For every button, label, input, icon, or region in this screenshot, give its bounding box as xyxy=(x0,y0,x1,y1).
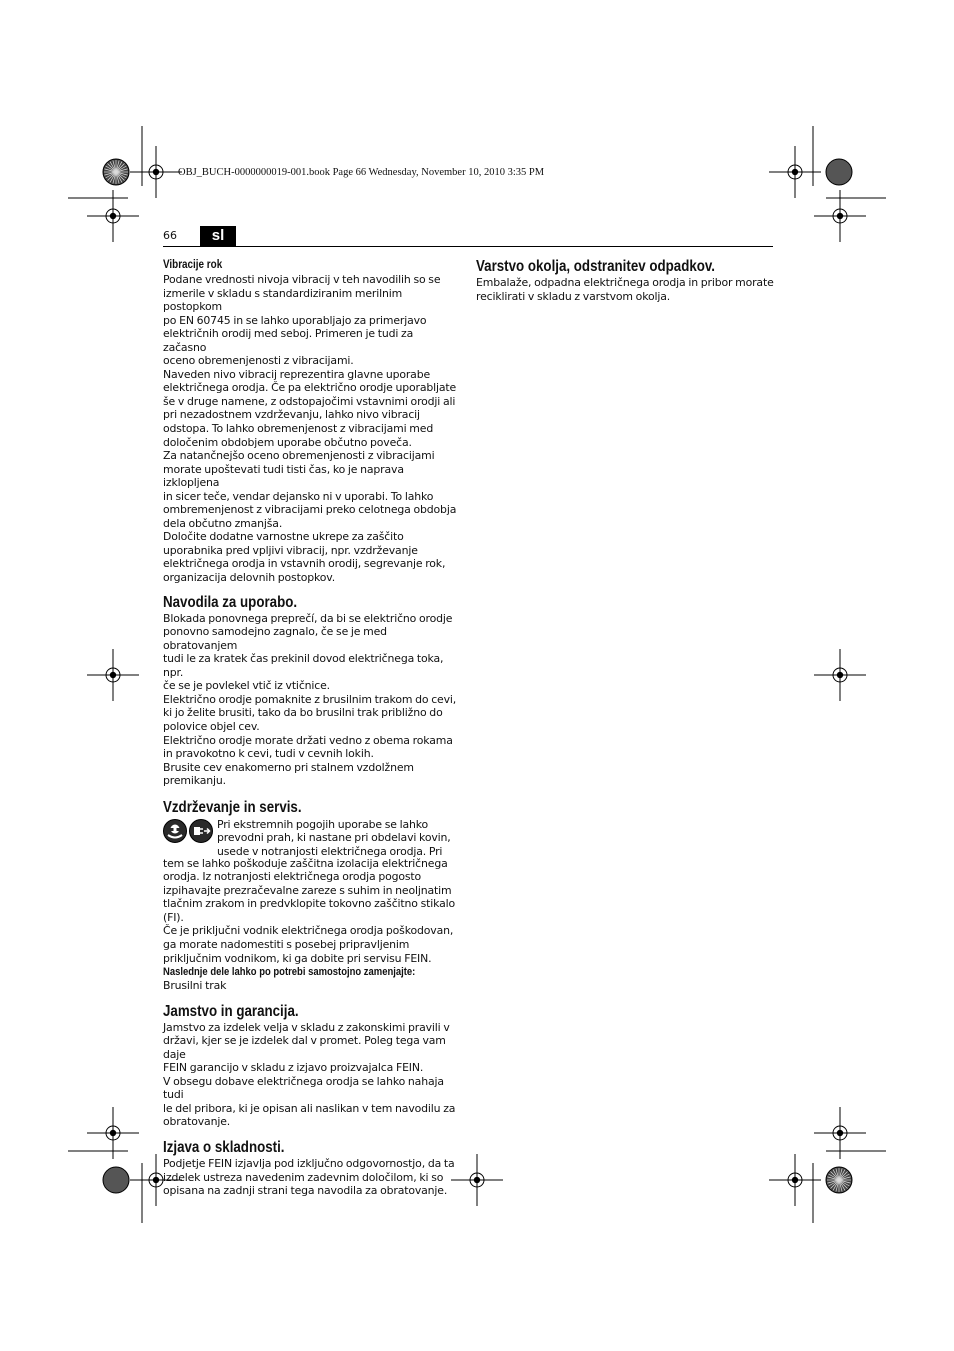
text-line: po EN 60745 in se lahko uporabljajo za primerjavo xyxy=(163,313,427,327)
text-line: določenim obdobjem uporabe občutno poveča. xyxy=(163,435,412,449)
text-line: pri nezadostnem vzdrževanju, lahko nivo vibracij xyxy=(163,408,420,422)
text-line: Pri ekstremnih pogojih uporabe se lahko xyxy=(217,817,429,831)
text-line: Embalaže, odpadna električnega orodja in pribor morate xyxy=(476,276,774,289)
section-conformity xyxy=(163,1139,459,1198)
section-title: Varstvo okolja, odstranitev odpadkov. xyxy=(476,258,716,275)
language-badge: sl xyxy=(200,226,236,246)
section-body xyxy=(163,1157,459,1198)
text-line: in pravokotno k cevi, tudi v cevnih lokih. xyxy=(163,747,374,761)
color-target-mark xyxy=(826,159,852,185)
text-line: Za natančnejšo oceno obremenjenosti z vibracijami xyxy=(163,449,435,463)
text-line: dela občutno zmanjša. xyxy=(163,516,283,530)
section-body xyxy=(163,1021,459,1129)
section-body xyxy=(476,276,776,303)
left-column xyxy=(163,258,459,1198)
text-line: električnega orodja. Če pa električno orodje uporabljate xyxy=(163,381,457,395)
text-line: Podjetje FEIN izjavlja pod izključno odgovornostjo, da ta xyxy=(163,1156,455,1170)
registration-mark xyxy=(153,1177,159,1183)
text-line: prevodni prah, ki nastane pri obdelavi kovin, xyxy=(217,831,451,845)
text-line: uporabnika pred vpljivi vibracij, npr. vzdrževanje xyxy=(163,543,418,557)
text-line: Električno orodje morate držati vedno z obema rokama xyxy=(163,733,453,747)
text-line: izmerile v skladu s standardiziranim merilnim postopkom xyxy=(163,286,403,314)
text-line: tem se lahko poškoduje zaščitna izolacija električnega xyxy=(163,856,448,870)
text-line: polovice objel cev. xyxy=(163,719,260,733)
text-line: priključnim vodnikom, ki ga dobite pri servisu FEIN. xyxy=(163,951,432,965)
right-column xyxy=(476,258,776,303)
unplug-icon xyxy=(189,819,213,843)
replaceable-parts-label: Naslednje dele lahko po potrebi samostojno zamenjajte: xyxy=(163,966,416,979)
text-line: Jamstvo za izdelek velja v skladu z zakonskimi pravili v xyxy=(163,1020,450,1034)
text-line: FEIN garancijo v skladu z izjavo proizvajalca FEIN. xyxy=(163,1061,424,1075)
registration-mark xyxy=(837,213,843,219)
text-line: ponovno samodejno zagnalo, če se je med obratovanjem xyxy=(163,625,387,652)
registration-mark xyxy=(110,1130,116,1136)
text-line: električnih orodij med seboj. Primeren je tudi za začasno xyxy=(163,327,414,354)
text-line: izdelek ustreza navedenim zadevnim določilom, ki so xyxy=(163,1170,444,1184)
text-line: tudi le za kratek čas prekinil dovod električnega toka, npr. xyxy=(163,652,444,679)
section-vibration xyxy=(163,258,459,585)
text-line: električnega orodja in vstavnih orodij, segrevanje rok, xyxy=(163,557,446,571)
section-environment xyxy=(476,258,776,303)
page-number: 66 xyxy=(163,229,177,242)
text-line: še v druge namene, z odstopajočimi vstavnimi orodji ali xyxy=(163,394,456,408)
text-line: Blokada ponovnega preprečí, da bi se električno orodje xyxy=(163,611,453,625)
color-target-mark xyxy=(103,1167,129,1193)
registration-mark xyxy=(110,672,116,678)
text-line: usede v notranjosti električnega orodja. Pri xyxy=(217,844,443,858)
text-line: opisana na zadnji strani tega navodila za obratovanje. xyxy=(163,1184,448,1198)
section-warranty xyxy=(163,1003,459,1129)
text-line: morate upoštevati tudi tisti čas, ko je naprava izklopljena xyxy=(163,462,404,490)
section-title: Vibracije rok xyxy=(163,259,223,271)
text-line: Podane vrednosti nivoja vibracij v teh navodilih so se xyxy=(163,273,441,286)
text-line: V obsegu dobave električnega orodja se lahko nahaja tudi xyxy=(163,1074,444,1102)
registration-mark xyxy=(837,672,843,678)
text-line: odstopa. To lahko obremenjenost z vibracijami med xyxy=(163,422,434,436)
text-line: obratovanje. xyxy=(163,1115,231,1129)
maintenance-intro xyxy=(217,818,467,859)
text-line: Določite dodatne varnostne ukrepe za zaščito xyxy=(163,530,404,544)
text-line: če se je povlekel vtič iz vtičnice. xyxy=(163,679,330,693)
text-line: oceno obremenjenosti z vibracijami. xyxy=(163,354,354,368)
section-title: Navodila za uporabo. xyxy=(163,593,298,611)
section-title: Izjava o skladnosti. xyxy=(163,1138,285,1156)
text-line: reciklirati v skladu z varstvom okolja. xyxy=(476,289,671,303)
print-header: OBJ_BUCH-0000000019-001.book Page 66 Wednesday, November 10, 2010 3:35 PM xyxy=(178,167,545,178)
section-body xyxy=(163,857,459,965)
section-usage xyxy=(163,594,459,788)
registration-mark xyxy=(837,1130,843,1136)
section-title: Vzdrževanje in servis. xyxy=(163,798,302,816)
text-line: ombremenjenost z vibracijami preko celotnega obdobja xyxy=(163,503,457,517)
text-line: orodja. Iz notranjosti električnega orodja pogosto xyxy=(163,870,422,884)
text-line: Če je priključni vodnik električnega orodja poškodovan, xyxy=(163,924,454,938)
text-line: Električno orodje pomaknite z brusilnim trakom do cevi, xyxy=(163,692,457,706)
header-rule xyxy=(163,246,773,247)
section-body xyxy=(163,612,459,788)
safety-goggles-icon xyxy=(163,819,187,843)
text-line: organizacija delovnih postopkov. xyxy=(163,571,336,585)
section-title: Jamstvo in garancija. xyxy=(163,1002,299,1020)
section-maintenance xyxy=(163,799,459,993)
registration-mark xyxy=(792,169,798,175)
text-line: izpihavajte prezračevalne zareze s suhim in neoljnatim xyxy=(163,883,452,897)
text-line: tlačnim zrakom in predvklopite tokovno zaščitno stikalo xyxy=(163,897,456,911)
text-line: državi, kjer se je izdelek dal v promet. Poleg tega vam daje xyxy=(163,1034,446,1061)
text-line: Brusite cev enakomerno pri stalnem vzdolžnem xyxy=(163,760,414,774)
registration-mark xyxy=(792,1177,798,1183)
replaceable-parts-item: Brusilni trak xyxy=(163,979,227,993)
registration-mark xyxy=(153,169,159,175)
text-line: in sicer teče, vendar dejansko ni v uporabi. To lahko xyxy=(163,489,434,503)
section-body xyxy=(163,273,459,585)
registration-mark xyxy=(474,1177,480,1183)
text-line: Naveden nivo vibracij reprezentira glavne uporabe xyxy=(163,367,431,381)
text-line: ki jo želite brusiti, tako da bo brusilni trak približno do xyxy=(163,706,443,720)
text-line: premikanju. xyxy=(163,774,226,788)
text-line: ga morate nadomestiti s posebej pripravljenim xyxy=(163,937,410,951)
maintenance-icon-row xyxy=(163,817,459,857)
registration-mark xyxy=(110,213,116,219)
text-line: (FI). xyxy=(163,910,184,924)
text-line: le del pribora, ki je opisan ali naslikan v tem navodilu za xyxy=(163,1101,456,1115)
